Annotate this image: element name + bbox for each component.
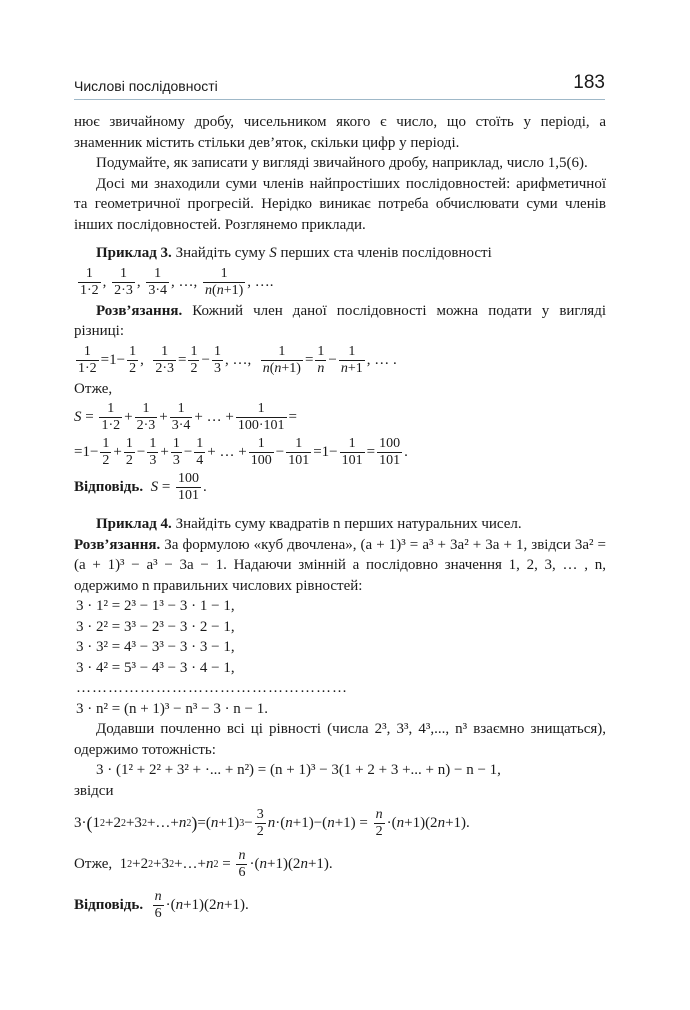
equation-ellipsis: ……………………………………………	[76, 680, 348, 696]
example3-label: Приклад 3.	[96, 245, 172, 261]
example3-solution: Розв’язання. Кожний член даної послідовності можна подати у вигляді різниці:	[74, 302, 606, 339]
example4-derivation: 3· ( 1 2 +2 2 +3 2 +…+ n 2 ) =( n +1) 3 − $\frac{3}{2}$ n ·( n +1)−( n +1) = $\frac{n}{2}$ ·( n +1)(2 n +1).	[74, 807, 470, 839]
equation-row: 3 · 4² = 5³ − 4³ − 3 · 4 − 1,	[76, 659, 235, 676]
equation-row: 3 · 2² = 3³ − 2³ − 3 · 2 − 1,	[76, 618, 235, 635]
paragraph-intro: Досі ми знаходили суми членів найпростіших послідовностей: арифметичної та геометричної прогресій. Нерідко виникає потреба обчислювати суми членів інших послідовностей. Розглянемо приклади.	[74, 175, 606, 233]
example4-solution-label: Розв’язання.	[74, 536, 161, 553]
page-body	[74, 112, 606, 924]
example4-whence: звідси	[74, 782, 114, 799]
example3-therefore: Отже,	[74, 380, 113, 397]
example4-identity: 3 · (1² + 2² + 3² + ·... + n²) = (n + 1)³ − 3(1 + 2 + 3 +... + n) − n − 1,	[96, 762, 501, 778]
paragraph-continuation: нює звичайному дробу, чисельником якого є число, що стоїть у періоді, а знаменник містить стільки дев’яток, скільки цифр у періоді.	[74, 114, 606, 151]
page-number: 183	[573, 72, 605, 93]
example3-sequence: $\frac{1}{1\cdot 2}$ , $\frac{1}{2\cdot 3}$ , $\frac{1}{3\cdot 4}$ , …, $\frac{1}{n(n+1)}$ , ….	[80, 265, 274, 298]
equation-row-last: 3 · n² = (n + 1)³ − n³ − 3 · n − 1.	[76, 700, 269, 717]
example4-statement: Приклад 4. Знайдіть суму квадратів n перших натуральних чисел.	[96, 516, 522, 532]
example3-answer-label: Відповідь.	[74, 479, 144, 496]
example3-sum-line2: =1− $\frac{1}{2}$ + $\frac{1}{2}$ − $\frac{1}{3}$ + $\frac{1}{3}$ − $\frac{1}{4}$ + … + $\frac{1}{100}$ − $\frac{1}{101}$ =1− $\frac{1}{101}$ = $\frac{100}{101}$ .	[74, 436, 408, 468]
header-rule	[74, 99, 605, 100]
equation-row: 3 · 1² = 2³ − 1³ − 3 · 1 − 1,	[76, 598, 235, 614]
example3-difference-formulas: $\frac{1}{1\cdot 2}$ =1− $\frac{1}{2}$ , $\frac{1}{2\cdot 3}$ = $\frac{1}{2}$ − $\frac{1}{3}$ , …, $\frac{1}{n(n+1)}$ = $\frac{1}{n}$ − $\frac{1}{n+1}$ , … .	[78, 343, 397, 376]
example3-sum-line1: S = $\frac{1}{1\cdot 2}$ + $\frac{1}{2\cdot 3}$ + $\frac{1}{3\cdot 4}$ + … + $\frac{1}{100\cdot 101}$ =	[74, 401, 297, 433]
equation-row: 3 · 3² = 4³ − 3³ − 3 · 3 − 1,	[76, 639, 235, 655]
paragraph-think: Подумайте, як записати у вигляді звичайного дробу, наприклад, число 1,5(6).	[96, 155, 588, 171]
example4-equations	[74, 596, 606, 719]
example3-answer: Відповідь. S = $\frac{100}{101}$ .	[74, 471, 207, 503]
example3-solution-label: Розв’язання.	[96, 302, 183, 319]
running-header-title: Числові послідовності	[74, 78, 218, 94]
example4-answer-label: Відповідь.	[74, 897, 144, 914]
example4-answer: Відповідь. $\frac{n}{6}$ ·( n +1)(2 n +1).	[74, 889, 249, 921]
example4-therefore-line: Отже, 1 2 +2 2 +3 2 +…+ n 2 = $\frac{n}{6}$ ·( n +1)(2 n +1).	[74, 848, 333, 880]
example4-sum-text: Додавши почленно всі ці рівності (числа 2³, 3³, 4³,..., n³ взаємно знищаться), одержимо тотожність:	[74, 721, 606, 758]
example3-statement: Приклад 3. Знайдіть суму S перших ста членів послідовності	[96, 245, 492, 261]
example4-label: Приклад 4.	[96, 516, 172, 532]
example4-solution: Розв’язання. За формулою «куб двочлена», (a + 1)³ = a³ + 3a² + 3a + 1, звідси 3a² = (a + 1)³ − a³ − 3a − 1. Надаючи змінній a послідовно значення 1, 2, 3, … , n, одержимо n правильних числових рівностей:	[74, 536, 607, 594]
